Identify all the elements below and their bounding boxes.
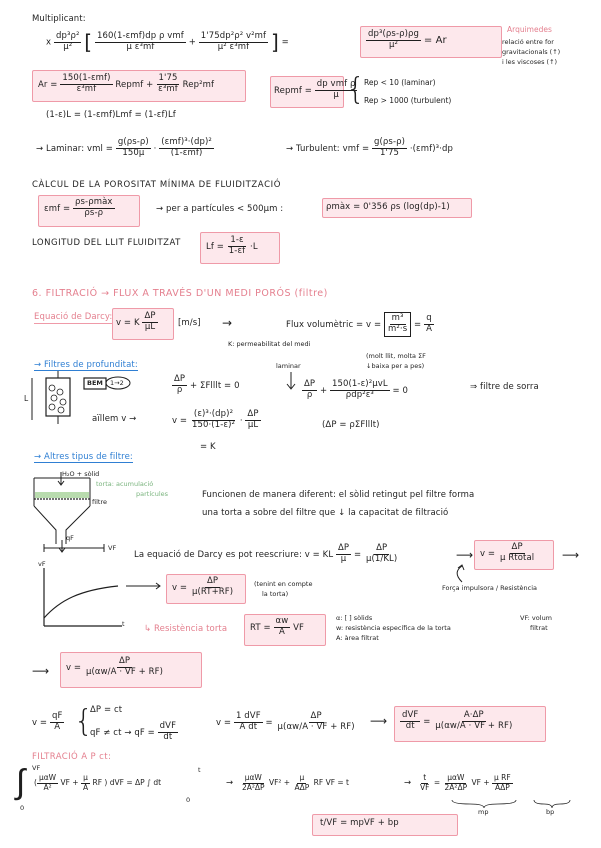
depth-note-1: (molt llit, molta ΣF bbox=[366, 352, 426, 360]
rtotal-arrow: ⟶ bbox=[562, 548, 580, 562]
constant-pressure-title: FILTRACIÓ A P ct: bbox=[32, 752, 112, 762]
cake-resistance-label: ↳ Resistència torta bbox=[144, 624, 228, 634]
flux-equation: Flux volumètric = v = $\frac{\text{m³}}{\text{m²·s}}$ = $\frac{q}{A}$ bbox=[286, 312, 434, 337]
final-linear-equation: t/VF = mpVF + bp bbox=[320, 818, 399, 828]
isolate-v-label: aïllem v → bbox=[92, 414, 137, 424]
velocity-equation: v = $\frac{\text{(ε)³·(dp)²}}{\text{150·(1-ε)²}}$ · $\frac{\Delta P}{\mu L}$ bbox=[172, 409, 259, 430]
bottom-arrow: ⟶ bbox=[370, 714, 388, 728]
ar-equation: Ar = $\frac{\text{150(1-εmf)}}{\text{ε³mf}}$ Repmf + $\frac{1'75}{\text{ε³mf}}$ Rep²mf bbox=[38, 73, 215, 94]
rt-equation: RT = $\frac{\alpha w}{A}$ VF bbox=[250, 616, 305, 637]
laminar-label: laminar bbox=[276, 362, 301, 370]
emf-equation: εmf = $\frac{\text{ρs-ρmàx}}{\rho s-\rho}$ bbox=[44, 197, 113, 218]
bem-label: BEM bbox=[87, 379, 103, 387]
cake-label-2: partícules bbox=[136, 490, 169, 498]
rep-equation: Repmf = $\frac{\text{dp vmf ρ}}{\mu}$ bbox=[274, 79, 356, 100]
w-def: w: resistència específica de la torta bbox=[336, 624, 451, 632]
dp-constant: ΔP = ct bbox=[90, 705, 123, 715]
darcy-rewrite: La equació de Darcy es pot reescriure: v = KL $\frac{\Delta P}{\mu}$ = $\frac{\Delta P}{\mu(1/KL)}$ bbox=[134, 543, 398, 564]
particle-condition: → per a partícules < 500μm : bbox=[156, 204, 284, 214]
graph-y-axis-label: vF bbox=[38, 560, 46, 568]
integration-arrow-2: → bbox=[404, 778, 412, 788]
v-qf-equation: v = $\frac{qF}{A}$ bbox=[32, 711, 63, 732]
cake-note-1: (tenint en compte bbox=[254, 580, 313, 588]
k-equation: = K bbox=[200, 442, 216, 452]
area-def: A: àrea filtrat bbox=[336, 634, 379, 642]
cake-label: torta: acumulació bbox=[96, 480, 154, 488]
final-velocity-equation: v = $\frac{\Delta P}{\mu(\alpha w/A \cdot VF + RF)}$ bbox=[66, 656, 164, 677]
graph-x-axis-label: t bbox=[122, 620, 125, 628]
darcy-label: Equació de Darcy: bbox=[34, 312, 113, 322]
rtotal-equation: v = $\frac{\Delta P}{\text{μ Rtotal}}$ bbox=[480, 542, 535, 563]
bed-length-label: L bbox=[24, 394, 29, 403]
linearized-result: $\frac{t}{VF}$ = $\frac{\text{μαW}}{\text{2A²ΔP}}$ VF + $\frac{\text{μ RF}}{\text{AΔP}}$ bbox=[420, 773, 511, 792]
bem-arrow: 1→2 bbox=[110, 379, 124, 387]
integration-expression: ( $\frac{\text{μαW}}{\text{A²}}$ VF + $\frac{\mu}{A}$ RF ) dVF = ΔP ∫ dt bbox=[34, 773, 162, 792]
cake-description-2: una torta a sobre del filtre que ↓ la capacitat de filtració bbox=[202, 508, 449, 518]
intercept-label: bp bbox=[546, 808, 555, 816]
qf-label: qF bbox=[66, 534, 74, 542]
equation-ergun-expanded: x $\frac{\text{dp³ρ²}}{\text{μ²}}$ [ $\frac{\text{160(1-εmf)dp ρ vmf}}{\text{μ ε³mf}}$ + $\frac{\text{1'75dp²ρ² v²mf}}{\text{μ² ε³mf}}$ ] = bbox=[46, 30, 289, 54]
rho-max-equation: ρmàx = 0'356 ρs (log(dp)-1) bbox=[326, 202, 450, 212]
rewrite-arrow: ⟶ bbox=[456, 548, 474, 562]
alpha-def: α: [ ] sòlids bbox=[336, 614, 373, 622]
dvf-dt-equation: $\frac{\text{dVF}}{dt}$ = $\frac{A\cdot\Delta P}{\mu(\alpha w/A \cdot VF + RF)}$ bbox=[402, 710, 513, 731]
vf-label: VF bbox=[108, 544, 117, 552]
archimedes-note-1: relació entre for bbox=[502, 38, 554, 46]
depth-filters-title: → Filtres de profunditat: bbox=[34, 360, 138, 370]
vf-def-1: VF: volum bbox=[520, 614, 553, 622]
driving-force-note: Força impulsora / Resistència bbox=[442, 584, 537, 592]
sand-filter-result: ⇒ filtre de sorra bbox=[470, 382, 539, 392]
vf-def-2: filtrat bbox=[530, 624, 548, 632]
integral-upper: VF bbox=[32, 764, 41, 772]
depth-note-2: ↓baixa per a pes) bbox=[366, 362, 425, 370]
qf-variable: qF ≠ ct → qF = $\frac{\text{dVF}}{dt}$ bbox=[90, 721, 177, 742]
integrated-result: $\frac{\text{μαW}}{\text{2A²ΔP}}$ VF² + $\frac{\mu}{\text{AΔP}}$ RF VF = t bbox=[242, 773, 350, 792]
darcy-equation: v = K $\frac{\Delta P}{\mu L}$ bbox=[116, 311, 156, 332]
archimedes-title: Arquimedes bbox=[507, 25, 552, 34]
integral2-upper: t bbox=[198, 766, 201, 774]
other-filters-title: → Altres tipus de filtre: bbox=[34, 452, 133, 462]
turbulent-vmf: → Turbulent: vmf = $\frac{g(\rho s-\rho)}{1'75}$ ·(εmf)³·dp bbox=[286, 137, 453, 158]
permeability-note: K: permeabilitat del medi bbox=[228, 340, 311, 348]
cake-note-2: la torta) bbox=[262, 590, 289, 598]
cake-description-1: Funcionen de manera diferent: el sòlid retingut pel filtre forma bbox=[202, 490, 475, 500]
water-solid-label: H₂O + sòlid bbox=[62, 470, 100, 478]
lf-equation: Lf = $\frac{1-\varepsilon}{1-\varepsilon f}$ ·L bbox=[206, 235, 258, 256]
integration-arrow-1: → bbox=[226, 778, 234, 788]
cake-velocity-equation: v = $\frac{\Delta P}{\mu(RT+RF)}$ bbox=[172, 576, 234, 597]
case-brace: { bbox=[74, 704, 94, 739]
ergun-laminar-equation: $\frac{\Delta P}{\rho}$ + $\frac{\text{150(1-ε)²μvL}}{\text{ρdp²ε³}}$ = 0 bbox=[304, 379, 409, 400]
bem-equation: $\frac{\Delta P}{\rho}$ + ΣFlllt = 0 bbox=[174, 374, 240, 395]
porosity-relation: (1-ε)L = (1-εmf)Lmf = (1-εf)Lf bbox=[46, 110, 176, 120]
darcy-arrow: → bbox=[222, 316, 233, 330]
archimedes-equation: $\frac{\text{dp³(ρs-ρ)ρg}}{\text{μ²}}$ = Ar bbox=[368, 29, 447, 50]
integral-lower: 0 bbox=[20, 804, 25, 812]
archimedes-note-3: i les viscoses (↑) bbox=[502, 58, 558, 66]
rep-laminar: Rep < 10 (laminar) bbox=[364, 78, 436, 87]
slope-label: mp bbox=[478, 808, 489, 816]
rep-brace: { bbox=[346, 72, 366, 107]
final-arrow: ⟶ bbox=[32, 664, 50, 678]
calc-title: CÀLCUL DE LA POROSITAT MÍNIMA DE FLUIDITZACIÓ bbox=[32, 180, 282, 190]
v-dvf-equation: v = $\frac{\text{1 dVF}}{\text{A dt}}$ = $\frac{\Delta P}{\mu(\alpha w/A \cdot VF + RF)}$ bbox=[216, 711, 355, 732]
laminar-vmf: → Laminar: vml = $\frac{g(\rho s-\rho)}{150\mu}$ · $\frac{\text{(εmf)³·(dp)²}}{\text{(1-εmf)}}$ bbox=[36, 137, 212, 158]
integral2-lower: 0 bbox=[186, 796, 191, 804]
multiplicant-label: Multiplicant: bbox=[32, 14, 86, 24]
section6-title: 6. FILTRACIÓ → FLUX A TRAVÉS D'UN MEDI PORÓS (filtre) bbox=[32, 288, 328, 299]
longitud-title: LONGITUD DEL LLIT FLUIDITZAT bbox=[32, 238, 181, 248]
filter-label: filtre bbox=[92, 498, 107, 506]
archimedes-note-2: gravitacionals (↑) bbox=[502, 48, 561, 56]
integral-sign: ∫ bbox=[16, 762, 26, 802]
rep-turbulent: Rep > 1000 (turbulent) bbox=[364, 96, 452, 105]
darcy-units: [m/s] bbox=[178, 318, 201, 328]
pressure-drop-note: (ΔP = ρΣFlllt) bbox=[322, 420, 380, 430]
